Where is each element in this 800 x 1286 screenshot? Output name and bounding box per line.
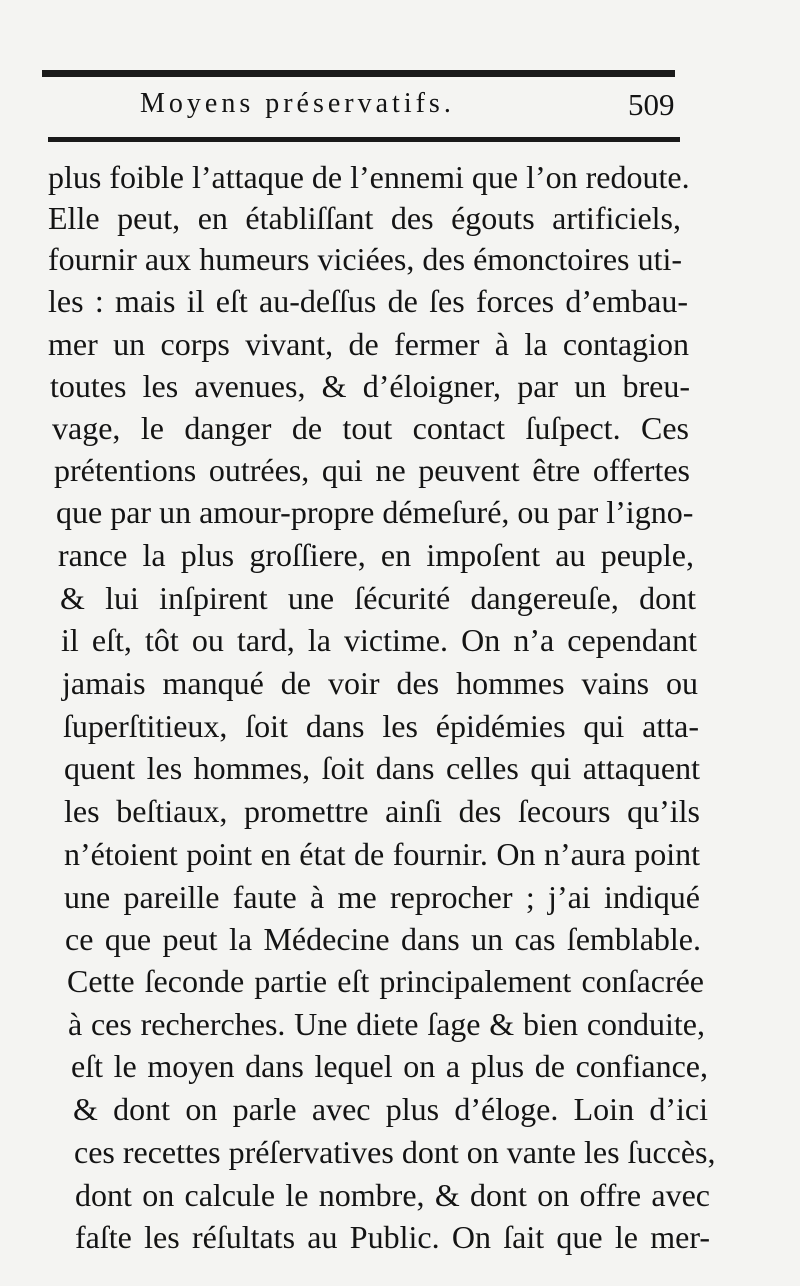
page-number: 509 xyxy=(628,87,675,122)
text-line: Cette ſeconde partie eſt principalement conſacrée xyxy=(67,963,704,999)
text-line: prétentions outrées, qui ne peuvent être offertes xyxy=(54,452,690,488)
text-line: & dont on parle avec plus d’éloge. Loin d’ici xyxy=(73,1091,708,1127)
text-line: il eſt, tôt ou tard, la victime. On n’a cependant xyxy=(61,622,697,658)
text-line: plus foible l’attaque de l’ennemi que l’on redoute. xyxy=(48,159,690,195)
text-line: vage, le danger de tout contact ſuſpect. Ces xyxy=(52,410,689,446)
text-line: eſt le moyen dans lequel on a plus de confiance, xyxy=(71,1048,708,1084)
text-line: & lui inſpirent une ſécurité dangereuſe, dont xyxy=(60,580,696,616)
text-line: jamais manqué de voir des hommes vains ou xyxy=(62,665,698,701)
text-line: faſte les réſultats au Public. On ſait que le mer- xyxy=(75,1219,710,1255)
text-line: ces recettes préſervatives dont on vante les ſuccès, xyxy=(74,1134,716,1170)
text-line: les : mais il eſt au-deſſus de ſes forces d’embau- xyxy=(48,283,688,319)
text-line: une pareille faute à me reprocher ; j’ai indiqué xyxy=(64,879,700,915)
text-line: mer un corps vivant, de fermer à la contagion xyxy=(48,326,689,362)
running-title: Moyens préservatifs. xyxy=(140,88,455,119)
text-line: ſuperſtitieux, ſoit dans les épidémies qui atta- xyxy=(63,708,699,744)
text-line: n’étoient point en état de fournir. On n’aura point xyxy=(64,836,700,872)
text-line: que par un amour-propre démeſuré, ou par l’igno- xyxy=(56,494,694,530)
text-line: rance la plus groſſiere, en impoſent au peuple, xyxy=(58,537,694,573)
text-line: quent les hommes, ſoit dans celles qui attaquent xyxy=(64,750,700,786)
text-line: fournir aux humeurs viciées, des émonctoires uti- xyxy=(48,241,682,277)
text-line: dont on calcule le nombre, & dont on offre avec xyxy=(75,1177,710,1213)
text-line: à ces recherches. Une diete ſage & bien conduite, xyxy=(68,1006,705,1042)
text-line: ce que peut la Médecine dans un cas ſemblable. xyxy=(65,921,701,957)
text-line: les beſtiaux, promettre ainſi des ſecours qu’ils xyxy=(64,793,700,829)
text-line: Elle peut, en établiſſant des égouts artificiels, xyxy=(48,200,681,236)
text-line: toutes les avenues, & d’éloigner, par un breu- xyxy=(50,368,690,404)
